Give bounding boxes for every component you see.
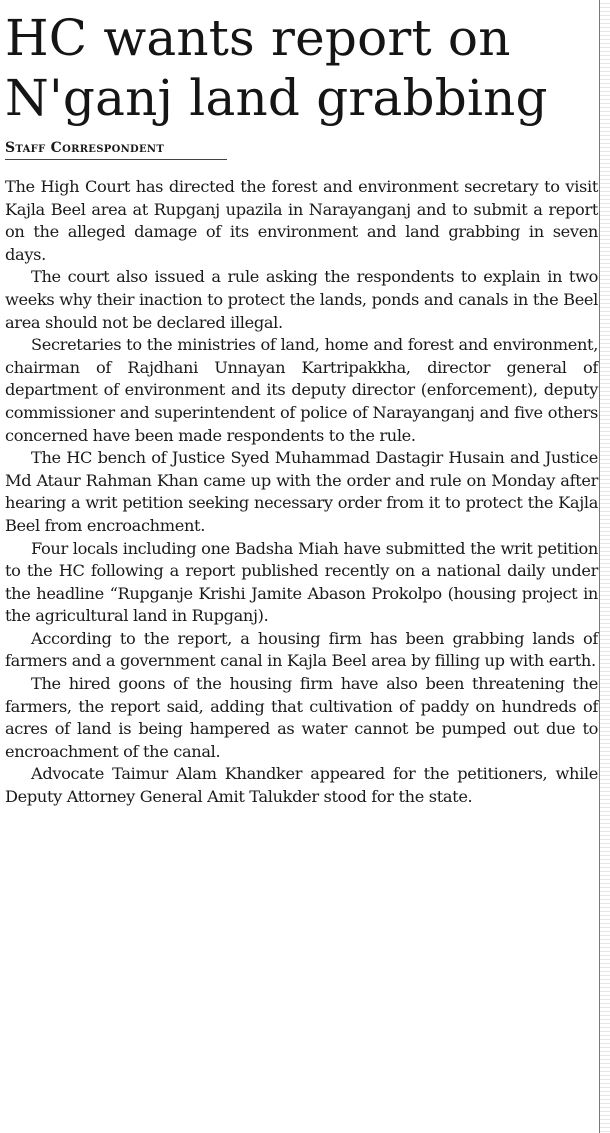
page-edge-border [599,0,610,1133]
headline [5,0,598,128]
byline: Staff Correspondent [5,140,165,156]
paragraph-2: The court also issued a rule asking the respondents to explain in two weeks why their inaction to protect the lands, ponds and canals in the Beel area should not be declared illegal. [5,267,598,332]
paragraph-3: Secretaries to the ministries of land, home and forest and environment, chairman of Rajdhani Unnayan Kartripakkha, director general of department of environment and its deputy director (enforcement), deputy commissioner and superintendent of police of Narayanganj and five others concerned have been made respondents to the rule. [5,335,598,445]
paragraph-1: The High Court has directed the forest and environment secretary to visit Kajla Beel area at Rupganj upazila in Narayanganj and to submit a report on the alleged damage of its environment and land grabbing in seven days. [5,177,598,264]
paragraph-5: Four locals including one Badsha Miah have submitted the writ petition to the HC following a report published recently on a national daily under the headline “Rupganje Krishi Jamite Abason Prokolpo (housing project in the agricultural land in Rupganj). [5,538,598,626]
paragraph-6: According to the report, a housing firm has been grabbing lands of farmers and a government canal in Kajla Beel area by filling up with earth. [5,628,598,671]
headline-line-2: N'ganj land grabbing [5,69,548,127]
headline-line-1: HC wants report on [5,9,511,67]
paragraph-8: Advocate Taimur Alam Khandker appeared for the petitioners, while Deputy Attorney General Amit Talukder stood for the state. [5,764,598,807]
paragraph-4: The HC bench of Justice Syed Muhammad Dastagir Husain and Justice Md Ataur Rahman Khan came up with the order and rule on Monday after hearing a writ petition seeking necessary order from it to protect the Kajla Beel from encroachment. [5,448,598,535]
byline-divider [5,159,227,160]
paragraph-7: The hired goons of the housing firm have also been threatening the farmers, the report said, adding that cultivation of paddy on hundreds of acres of land is being hampered as water cannot be pumped out due to encroachment of the canal. [5,674,598,761]
article-body [5,176,598,809]
